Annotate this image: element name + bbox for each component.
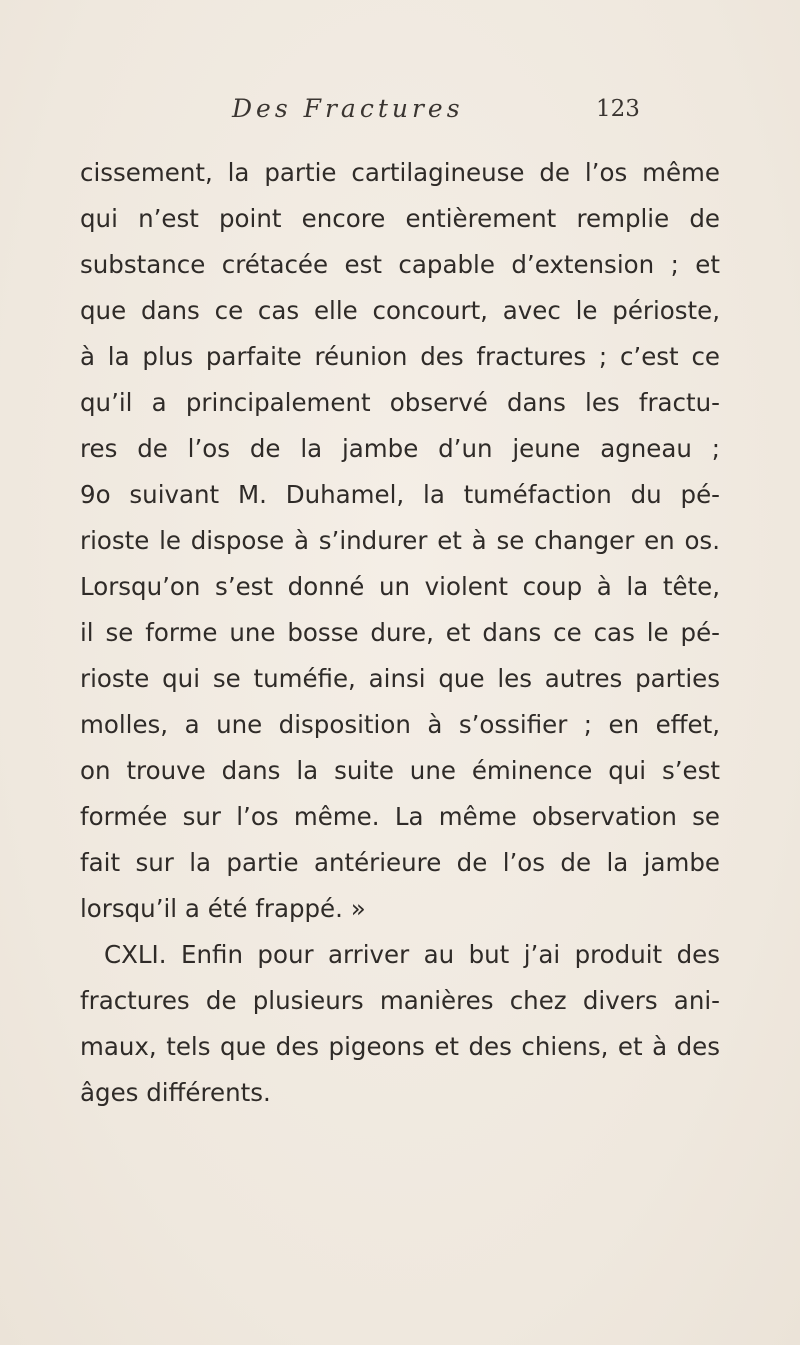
text-line: il se forme une bosse dure, et dans ce cas le pé- [80, 618, 720, 647]
running-title: Des Fractures [232, 94, 464, 123]
text-line: fractures de plusieurs manières chez divers ani- [80, 986, 720, 1015]
text-line: 9o suivant M. Duhamel, la tuméfaction du pé- [80, 480, 720, 509]
text-line: Lorsqu’on s’est donné un violent coup à la tête, [80, 572, 720, 601]
text-line: substance crétacée est capable d’extension ; et [80, 250, 720, 279]
page-number: 123 [596, 96, 640, 122]
text-line: âges différents. [80, 1078, 271, 1107]
text-line: res de l’os de la jambe d’un jeune agneau ; [80, 434, 720, 463]
running-header [0, 94, 800, 134]
text-line: que dans ce cas elle concourt, avec le périoste, [80, 296, 720, 325]
text-line: rioste le dispose à s’indurer et à se changer en os. [80, 526, 720, 555]
text-line: à la plus parfaite réunion des fractures ; c’est ce [80, 342, 720, 371]
text-line: qui n’est point encore entièrement remplie de [80, 204, 720, 233]
text-line: rioste qui se tuméfie, ainsi que les autres parties [80, 664, 720, 693]
text-line: on trouve dans la suite une éminence qui s’est [80, 756, 720, 785]
body-text [80, 150, 720, 1116]
paragraph-start-line: CXLI. Enfin pour arriver au but j’ai produit des [104, 940, 720, 969]
text-line: molles, a une disposition à s’ossifier ; en effet, [80, 710, 720, 739]
text-line: fait sur la partie antérieure de l’os de la jambe [80, 848, 720, 877]
text-line: maux, tels que des pigeons et des chiens, et à des [80, 1032, 720, 1061]
text-line: lorsqu’il a été frappé. » [80, 894, 366, 923]
text-line: qu’il a principalement observé dans les fractu- [80, 388, 720, 417]
text-line: formée sur l’os même. La même observation se [80, 802, 720, 831]
text-line: cissement, la partie cartilagineuse de l’os même [80, 158, 720, 187]
